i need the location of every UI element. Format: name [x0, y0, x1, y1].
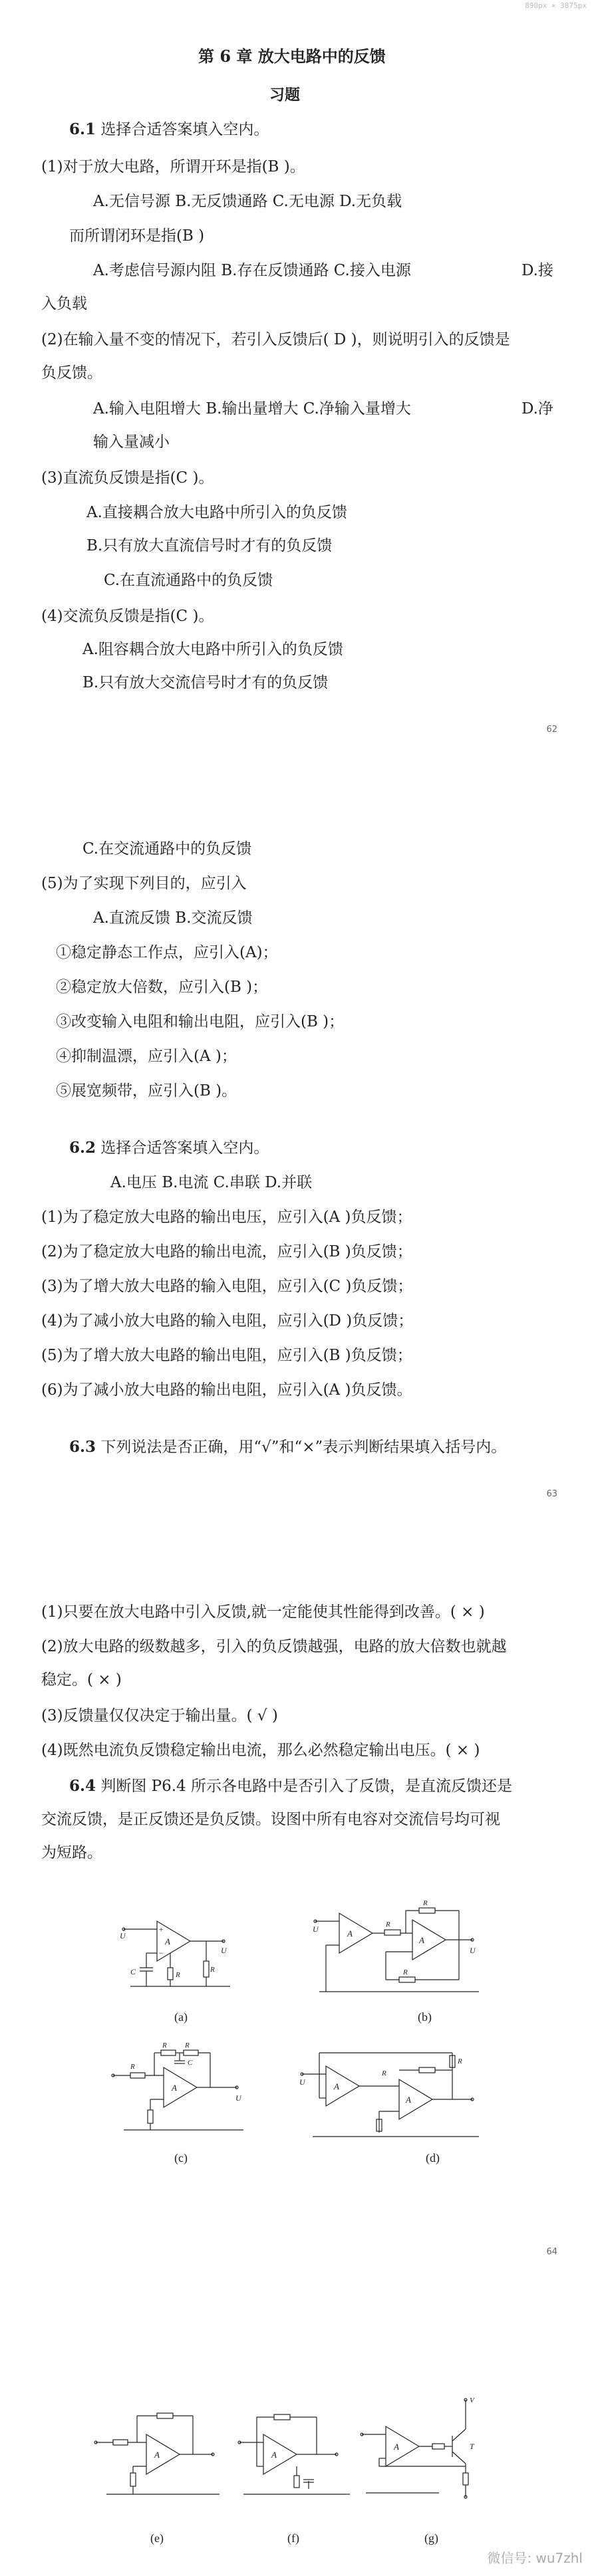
svg-text:R: R	[386, 1921, 390, 1929]
q6-1-item-3-option-b: B.只有放大直流信号时才有的负反馈	[86, 537, 333, 554]
svg-text:U: U	[470, 1946, 476, 1955]
q6-1-item-1b-options: A.考虑信号源内阻 B.存在反馈通路 C.接入电源	[93, 262, 411, 279]
svg-text:R: R	[130, 2063, 135, 2071]
svg-text:A: A	[334, 2081, 339, 2091]
svg-text:R: R	[403, 1968, 408, 1976]
svg-text:+: +	[158, 1925, 164, 1934]
caption-f: (f)	[287, 2531, 299, 2545]
q6-1-item-4-option-b: B.只有放大交流信号时才有的负反馈	[82, 674, 329, 691]
q6-1-item-5-1: ①稳定静态工作点，应引入(A)；	[56, 944, 278, 961]
circuit-figure-e	[93, 2401, 226, 2508]
svg-text:A: A	[419, 1935, 424, 1945]
svg-text:T: T	[470, 2442, 474, 2451]
q6-1-number: 6.1	[69, 120, 96, 138]
q6-2-item-3: (3)为了增大放大电路的输入电阻，应引入(C )负反馈；	[41, 1278, 413, 1295]
svg-text:A: A	[347, 1929, 353, 1938]
q6-1-item-5-options: A.直流反馈 B.交流反馈	[93, 909, 253, 927]
svg-text:R: R	[210, 1966, 215, 1974]
q6-1-item-5-5: ⑤展宽频带，应引入(B )。	[56, 1082, 237, 1100]
q6-3-item-3: (3)反馈量仅仅决定于输出量。( √ )	[41, 1707, 278, 1724]
q6-3-heading	[69, 1437, 506, 1457]
q6-1-item-2-option-d-cont: 输入量减小	[93, 433, 170, 451]
q6-1-item-3-option-c: C.在直流通路中的负反馈	[104, 572, 273, 589]
svg-text:A: A	[154, 2450, 160, 2460]
circuit-figure-c	[110, 2041, 263, 2141]
q6-4-line-1	[69, 1776, 512, 1796]
q6-1-item-5-4: ④抑制温漂，应引入(A )；	[56, 1048, 237, 1065]
svg-text:R: R	[423, 1900, 428, 1907]
q6-1-item-1b-option-d-cont: 入负载	[41, 295, 87, 312]
circuit-figure-f	[237, 2401, 357, 2508]
q6-4-prompt: 判断图 P6.4 所示各电路中是否引入了反馈，是直流反馈还是	[96, 1778, 513, 1795]
q6-1-item-2-option-d: D.净	[521, 400, 553, 417]
caption-a: (a)	[174, 2010, 188, 2024]
circuit-figure-b	[313, 1900, 486, 2000]
q6-1-item-1b-option-d: D.接	[521, 262, 553, 279]
q6-1-item-5-2: ②稳定放大倍数，应引入(B )；	[56, 979, 268, 996]
q6-1-item-5: (5)为了实现下列目的，应引入	[41, 875, 247, 892]
svg-text:A: A	[271, 2450, 277, 2460]
caption-g: (g)	[424, 2531, 438, 2545]
svg-text:U: U	[221, 1946, 227, 1955]
svg-text:A: A	[394, 2442, 399, 2452]
q6-2-item-1: (1)为了稳定放大电路的输出电压，应引入(A )负反馈；	[41, 1209, 412, 1226]
q6-4-line-2: 交流反馈，是正反馈还是负反馈。设图中所有电容对交流信号均可视	[41, 1811, 500, 1828]
exercise-heading: 习题	[269, 86, 300, 104]
q6-1-prompt: 选择合适答案填入空内。	[96, 121, 269, 138]
svg-text:C: C	[130, 1967, 136, 1976]
svg-text:R: R	[176, 1971, 180, 1979]
page-number-64: 64	[546, 2247, 557, 2257]
q6-1-item-3: (3)直流负反馈是指(C )。	[41, 469, 214, 487]
q6-1-item-2-cont: 负反馈。	[41, 364, 102, 382]
circuit-figure-a	[117, 1908, 250, 2001]
svg-text:U: U	[120, 1931, 126, 1940]
caption-b: (b)	[418, 2010, 432, 2024]
svg-text:R: R	[382, 2069, 386, 2077]
svg-text:A: A	[165, 1936, 170, 1946]
q6-2-prompt: 选择合适答案填入空内。	[96, 1139, 269, 1157]
caption-d: (d)	[426, 2151, 440, 2165]
q6-1-heading	[69, 120, 269, 140]
svg-text:C: C	[188, 2059, 193, 2067]
svg-text:U: U	[299, 2077, 305, 2087]
q6-2-item-2: (2)为了稳定放大电路的输出电流，应引入(B )负反馈；	[41, 1243, 412, 1260]
q6-3-item-1: (1)只要在放大电路中引入反馈,就一定能使其性能得到改善。( × )	[41, 1603, 485, 1621]
image-size-label: 890px × 3875px	[525, 1, 587, 10]
q6-1-item-4-option-a: A.阻容耦合放大电路中所引入的负反馈	[82, 641, 343, 658]
q6-1-item-1b: 而所谓闭环是指(B )	[69, 227, 205, 245]
q6-1-item-4: (4)交流负反馈是指(C )。	[41, 608, 214, 625]
q6-2-heading	[69, 1138, 269, 1158]
svg-text:R: R	[185, 2042, 190, 2049]
circuit-figure-g	[359, 2387, 492, 2506]
q6-2-number: 6.2	[69, 1139, 96, 1157]
svg-text:A: A	[406, 2095, 411, 2105]
caption-e: (e)	[150, 2531, 164, 2545]
q6-2-item-4: (4)为了减小放大电路的输入电阻，应引入(D )负反馈；	[41, 1312, 414, 1330]
q6-1-item-1: (1)对于放大电路，所谓开环是指(B )。	[41, 158, 305, 176]
page-number-62: 62	[546, 725, 557, 735]
q6-4-line-3: 为短路。	[41, 1844, 102, 1861]
q6-1-item-3-option-a: A.直接耦合放大电路中所引入的负反馈	[86, 504, 347, 521]
q6-2-options: A.电压 B.电流 C.串联 D.并联	[110, 1174, 313, 1191]
svg-text:R: R	[162, 2042, 167, 2049]
svg-text:V: V	[470, 2397, 474, 2404]
q6-1-item-2: (2)在输入量不变的情况下，若引入反馈后( D )，则说明引入的反馈是	[41, 331, 510, 348]
q6-1-item-1-options: A.无信号源 B.无反馈通路 C.无电源 D.无负载	[93, 193, 402, 210]
svg-text:A: A	[172, 2083, 177, 2093]
q6-3-item-2: (2)放大电路的级数越多，引入的负反馈越强，电路的放大倍数也就越	[41, 1638, 507, 1655]
q6-1-item-5-3: ③改变输入电阻和输出电阻，应引入(B )；	[56, 1013, 345, 1030]
page-number-63: 63	[546, 1489, 557, 1499]
q6-3-number: 6.3	[69, 1438, 96, 1456]
svg-text:U: U	[235, 2093, 241, 2103]
q6-3-prompt: 下列说法是否正确，用“√”和“×”表示判断结果填入括号内。	[96, 1439, 507, 1456]
q6-3-item-2-cont: 稳定。( × )	[41, 1671, 122, 1689]
q6-1-item-4-option-c: C.在交流通路中的负反馈	[82, 840, 252, 858]
svg-text:−: −	[158, 1948, 164, 1958]
svg-text:R: R	[458, 2057, 462, 2065]
q6-4-number: 6.4	[69, 1777, 96, 1795]
watermark: 微信号: wu7zhl	[487, 2550, 583, 2566]
q6-2-item-5: (5)为了增大放大电路的输出电阻，应引入(B )负反馈；	[41, 1347, 412, 1364]
caption-c: (c)	[174, 2151, 188, 2165]
circuit-figure-d	[299, 2040, 492, 2146]
svg-text:U: U	[313, 1925, 319, 1934]
chapter-title: 第 6 章 放大电路中的反馈	[198, 47, 386, 66]
q6-3-item-4: (4)既然电流负反馈稳定输出电流，那么必然稳定输出电压。( × )	[41, 1742, 480, 1759]
q6-1-item-2-options: A.输入电阻增大 B.输出量增大 C.净输入量增大	[93, 400, 411, 417]
q6-2-item-6: (6)为了减小放大电路的输出电阻，应引入(A )负反馈。	[41, 1381, 412, 1399]
